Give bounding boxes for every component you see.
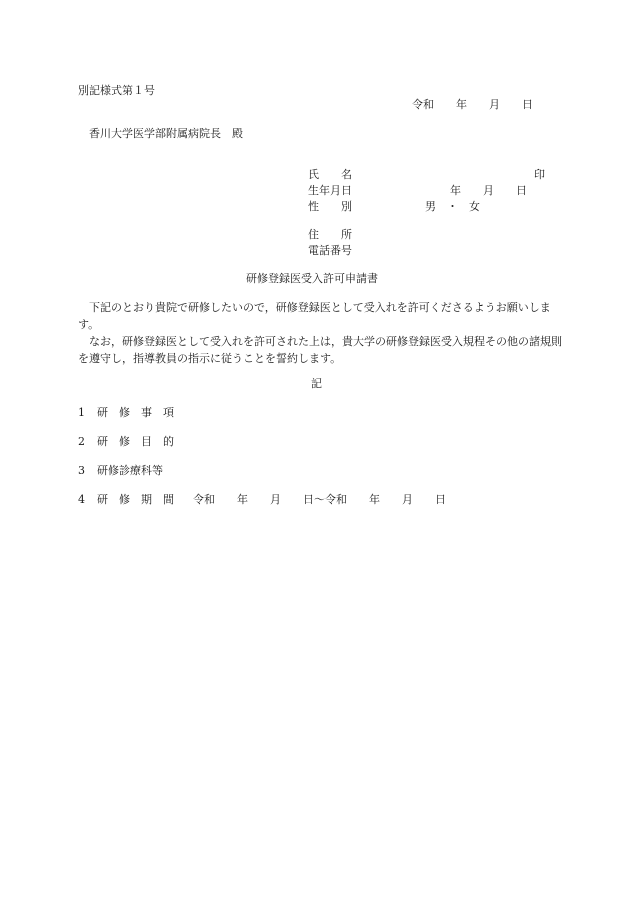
birthdate-label: 生年月日 — [308, 184, 352, 197]
item-label: 研 修 事 項 — [97, 406, 174, 419]
form-number: 別記様式第１号 — [78, 84, 155, 97]
seal-mark: 印 — [534, 168, 545, 181]
item-label: 研 修 期 間 — [97, 493, 174, 506]
item-number: 3 — [78, 464, 85, 477]
application-date: 令和 年 月 日 — [412, 98, 533, 111]
item-number: 2 — [78, 435, 85, 448]
item-label: 研修診療科等 — [97, 464, 163, 477]
name-label: 氏 名 — [308, 168, 352, 181]
body-paragraph-2: なお，研修登録医として受入れを許可された上は，貴大学の研修登録医受入規程その他の諸規則を遵守し，指導教員の指示に従うことを誓約します。 — [78, 335, 562, 365]
birthdate-value: 年 月 日 — [450, 184, 527, 197]
note-heading: 記 — [311, 377, 322, 390]
item-number: 4 — [78, 493, 85, 506]
body-paragraph-1: 下記のとおり貴院で研修したいので，研修登録医として受入れを許可くださるようお願いします。 — [78, 301, 551, 331]
document-title: 研修登録医受入許可申請書 — [246, 272, 378, 285]
item-number: 1 — [78, 406, 85, 419]
gender-value: 男 ・ 女 — [425, 200, 480, 213]
phone-label: 電話番号 — [308, 244, 352, 257]
gender-label: 性 別 — [308, 200, 352, 213]
recipient: 香川大学医学部附属病院長 殿 — [89, 127, 243, 140]
training-period-value: 令和 年 月 日～令和 年 月 日 — [193, 493, 446, 506]
item-label: 研 修 目 的 — [97, 435, 174, 448]
address-label: 住 所 — [308, 228, 352, 241]
